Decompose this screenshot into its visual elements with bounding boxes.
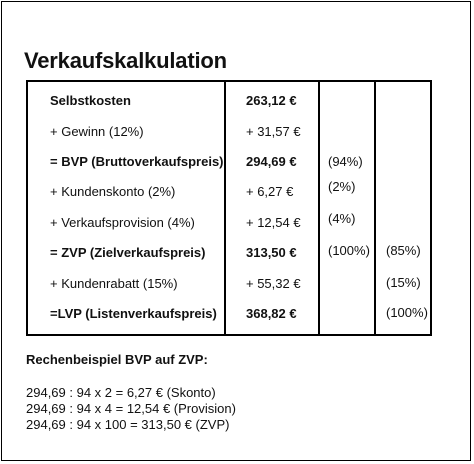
page-title: Verkaufskalkulation — [24, 48, 227, 73]
row-label-verkaufsprovision: + Verkaufsprovision (4%) — [50, 215, 195, 230]
row-value-zvp: 313,50 € — [246, 245, 297, 260]
row-percent-kundenskonto: (2%) — [328, 179, 356, 194]
row-percent-bvp: (94%) — [328, 154, 363, 169]
row-label-lvp: =LVP (Listenverkaufspreis) — [50, 306, 217, 321]
row-value-kundenrabatt: + 55,32 € — [246, 276, 301, 291]
example-line: 294,69 : 94 x 100 = 313,50 € (ZVP) — [26, 417, 230, 432]
column-divider — [374, 82, 376, 334]
example-title: Rechenbeispiel BVP auf ZVP: — [26, 352, 208, 367]
example-line: 294,69 : 94 x 2 = 6,27 € (Skonto) — [26, 385, 216, 400]
row-value-selbstkosten: 263,12 € — [246, 93, 297, 108]
row-percent-zvp: (100%) — [328, 243, 370, 258]
row-percent2-kundenrabatt: (15%) — [386, 275, 421, 290]
column-divider — [224, 82, 226, 334]
row-value-lvp: 368,82 € — [246, 306, 297, 321]
row-value-verkaufsprovision: + 12,54 € — [246, 215, 301, 230]
row-label-zvp: = ZVP (Zielverkaufspreis) — [50, 245, 206, 260]
row-label-kundenrabatt: + Kundenrabatt (15%) — [50, 276, 178, 291]
example-line: 294,69 : 94 x 4 = 12,54 € (Provision) — [26, 401, 236, 416]
row-label-bvp: = BVP (Bruttoverkaufspreis) — [50, 154, 224, 169]
row-value-kundenskonto: + 6,27 € — [246, 184, 294, 199]
row-percent-verkaufsprovision: (4%) — [328, 211, 356, 226]
row-label-kundenskonto: + Kundenskonto (2%) — [50, 184, 176, 199]
row-percent2-lvp: (100%) — [386, 305, 428, 320]
row-value-bvp: 294,69 € — [246, 154, 297, 169]
row-percent2-zvp: (85%) — [386, 243, 421, 258]
column-divider — [318, 82, 320, 334]
row-label-selbstkosten: Selbstkosten — [50, 93, 131, 108]
row-value-gewinn: + 31,57 € — [246, 124, 301, 139]
calculation-table — [26, 80, 432, 336]
row-label-gewinn: + Gewinn (12%) — [50, 124, 144, 139]
